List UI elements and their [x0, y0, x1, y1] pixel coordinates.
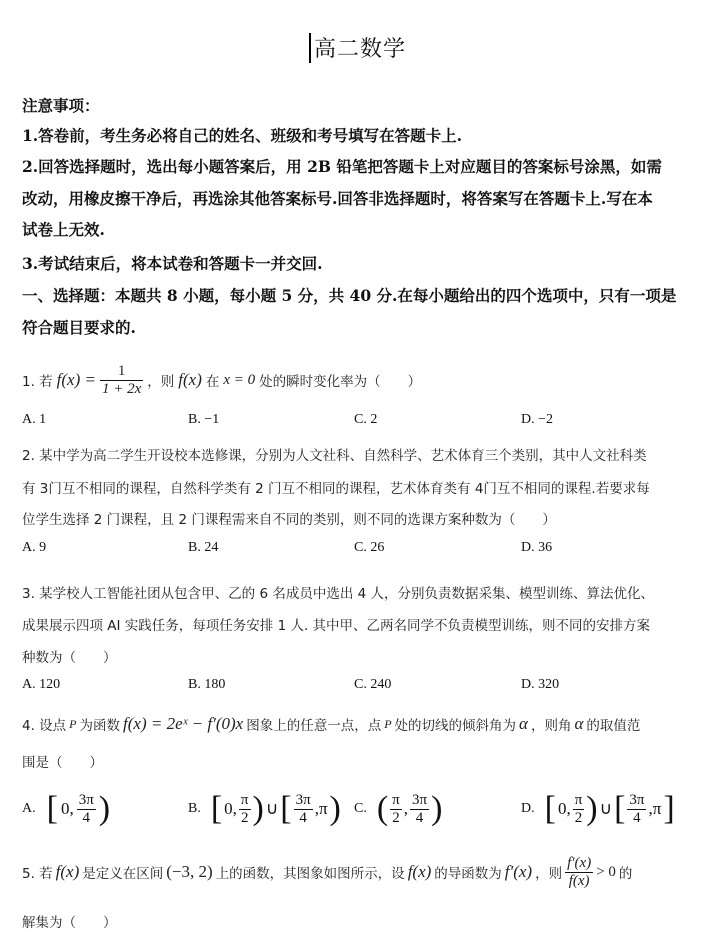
q1-option-c: C. 2 — [354, 412, 378, 427]
q3-line-1: 3. 某学校人工智能社团从包含甲、乙的 6 名成员中选出 4 人，分别负责数据采集、模型训练、算法优化、 — [22, 586, 655, 602]
notice-item-1: 1.答卷前，考生务必将自己的姓名、班级和考号填写在答题卡上. — [22, 126, 463, 145]
notice-item-3: 3.考试结束后，将本试卷和答题卡一并交回. — [22, 254, 323, 273]
q4-c-fraction-2: $\frac{3\pi}{4}$ — [412, 792, 428, 826]
notice-item-2: 2.回答选择题时，选出每小题答案后，用 2B 铅笔把答题卡上对应题目的答案标号涂黑，如需 — [22, 157, 662, 176]
q1-func: f(x) = — [56, 370, 96, 389]
q5-derivative: f′(x) — [504, 862, 533, 881]
union-symbol: ∪ — [599, 799, 613, 818]
q4-option-b-label: B. — [188, 801, 201, 816]
q1-mid: ，则 — [147, 374, 175, 390]
q2-option-c: C. 26 — [354, 540, 385, 555]
q4-alpha2: α — [574, 714, 584, 733]
q2-option-a: A. 9 — [22, 540, 47, 555]
bracket: ) — [329, 790, 341, 827]
q1-numerator: 1 — [100, 363, 143, 381]
q3-line-2: 成果展示四项 AI 实践任务，每项任务安排 1 人. 其中甲、乙两名同学不负责模型训练，则不同的安排方案 — [22, 618, 651, 634]
section-heading-cont: 符合题目要求的. — [22, 318, 136, 337]
q5-interval: (−3, 2) — [166, 862, 213, 881]
q4-option-b — [188, 786, 341, 832]
bracket: [ — [614, 790, 626, 827]
bracket: [ — [210, 790, 223, 827]
q3-option-d: D. 320 — [521, 677, 560, 692]
q1-tail2: 处的瞬时变化率为（ ） — [259, 374, 422, 390]
q4-option-c — [354, 786, 442, 832]
q4-line-2: 围是（ ） — [22, 755, 103, 771]
q5-fraction — [565, 855, 593, 889]
bracket: ) — [98, 790, 111, 827]
q4-d-upper: ,π — [648, 799, 662, 818]
q1-tail1: 在 — [205, 374, 220, 390]
q5-numerator: f′(x) — [567, 855, 592, 871]
q3-line-3: 种数为（ ） — [22, 650, 117, 666]
bracket: [ — [280, 790, 292, 827]
q4-b-fraction-2: $\frac{3\pi}{4}$ — [295, 792, 311, 826]
question-4 — [22, 710, 640, 738]
q4-a-fraction: $\frac{3\pi}{4}$ — [78, 792, 94, 826]
q1-denominator: 1 + 2x — [101, 380, 142, 397]
page-title: 高二数学 — [313, 37, 406, 62]
q4-b-fraction-1: $\frac{\pi}{2}$ — [240, 792, 249, 826]
bracket: ] — [663, 790, 675, 827]
q1-func2: f(x) — [178, 370, 202, 389]
q5-part1: 5. 若 — [22, 866, 53, 882]
q4-d-fraction-2: $\frac{3\pi}{4}$ — [629, 792, 645, 826]
q4-b-upper: ,π — [314, 799, 328, 818]
q2-line-3: 位学生选择 2 门课程，且 2 门课程需来自不同的类别，则不同的选课方案种数为（ ） — [22, 512, 556, 528]
section-heading: 一、选择题：本题共 8 小题，每小题 5 分，共 40 分.在每小题给出的四个选项中，只有一项是 — [22, 286, 677, 305]
question-1 — [22, 355, 421, 405]
q1-prefix: 1. 若 — [22, 374, 53, 390]
q2-option-d: D. 36 — [521, 540, 553, 555]
q5-part3: 上的函数，其图象如图所示，设 — [215, 866, 405, 882]
q4-point-p2: P — [384, 716, 392, 731]
q4-d-fraction-1: $\frac{\pi}{2}$ — [574, 792, 583, 826]
q5-func2: f(x) — [407, 862, 432, 881]
q4-option-d-label: D. — [521, 801, 535, 816]
q4-option-d — [521, 786, 675, 832]
q1-fraction — [100, 363, 143, 397]
bracket: ( — [376, 790, 389, 827]
q4-point-p: P — [69, 716, 77, 731]
q4-d-lower: 0, — [557, 799, 571, 818]
union-symbol: ∪ — [265, 799, 279, 818]
q4-c-fraction-1: $\frac{\pi}{2}$ — [392, 792, 400, 826]
q1-option-d: D. −2 — [521, 412, 554, 427]
bracket: [ — [46, 790, 58, 827]
q2-line-1: 2. 某中学为高二学生开设校本选修课，分别为人文社科、自然科学、艺术体育三个类别，其中人文社科类 — [22, 448, 647, 464]
question-5 — [22, 846, 632, 898]
q3-option-c: C. 240 — [354, 677, 392, 692]
q2-line-2: 有 3门互不相同的课程，自然科学类有 2 门互不相同的课程，艺术体育类有 4门互不相同的课程.若要求每 — [22, 481, 650, 497]
q5-func: f(x) — [55, 862, 80, 881]
q5-denominator: f(x) — [568, 872, 590, 889]
bracket: [ — [544, 790, 556, 827]
q4-part4: 处的切线的倾斜角为 — [394, 718, 517, 734]
q4-part5: ，则角 — [530, 718, 572, 734]
q4-b-lower: 0, — [224, 799, 237, 818]
q4-part1: 4. 设点 — [22, 718, 67, 734]
q5-part6: 的 — [618, 866, 633, 882]
q3-option-a: A. 120 — [22, 677, 61, 692]
bracket: ) — [252, 790, 264, 827]
notice-item-2-cont: 改动，用橡皮擦干净后，再选涂其他答案标号.回答非选择题时，将答案写在答题卡上.写在本 — [22, 189, 653, 208]
bracket: ) — [431, 790, 443, 827]
q1-condition: x = 0 — [223, 371, 256, 388]
q5-part2: 是定义在区间 — [82, 866, 164, 882]
q1-option-a: A. 1 — [22, 412, 47, 427]
q4-func: f(x) = 2eˣ − f′(0)x — [123, 714, 244, 733]
q4-option-a — [22, 786, 110, 832]
q5-line-2: 解集为（ ） — [22, 915, 117, 931]
q4-part6: 的取值范 — [586, 718, 641, 734]
q5-part4: 的导函数为 — [434, 866, 502, 882]
q5-part5: ，则 — [535, 866, 563, 882]
q4-part3: 图象上的任意一点，点 — [246, 718, 382, 734]
q4-a-lower: 0, — [60, 799, 74, 818]
q4-alpha: α — [519, 714, 528, 733]
bracket: ) — [586, 790, 598, 827]
q2-option-b: B. 24 — [188, 540, 219, 555]
q5-inequality: > 0 — [596, 863, 616, 880]
q3-option-b: B. 180 — [188, 677, 226, 692]
notice-heading: 注意事项： — [22, 96, 100, 115]
q4-option-a-label: A. — [22, 801, 36, 816]
comma: , — [403, 799, 408, 818]
q4-option-c-label: C. — [354, 801, 367, 816]
q1-option-b: B. −1 — [188, 412, 220, 427]
q4-part2: 为函数 — [79, 718, 121, 734]
notice-item-2-end: 试卷上无效. — [22, 220, 105, 239]
